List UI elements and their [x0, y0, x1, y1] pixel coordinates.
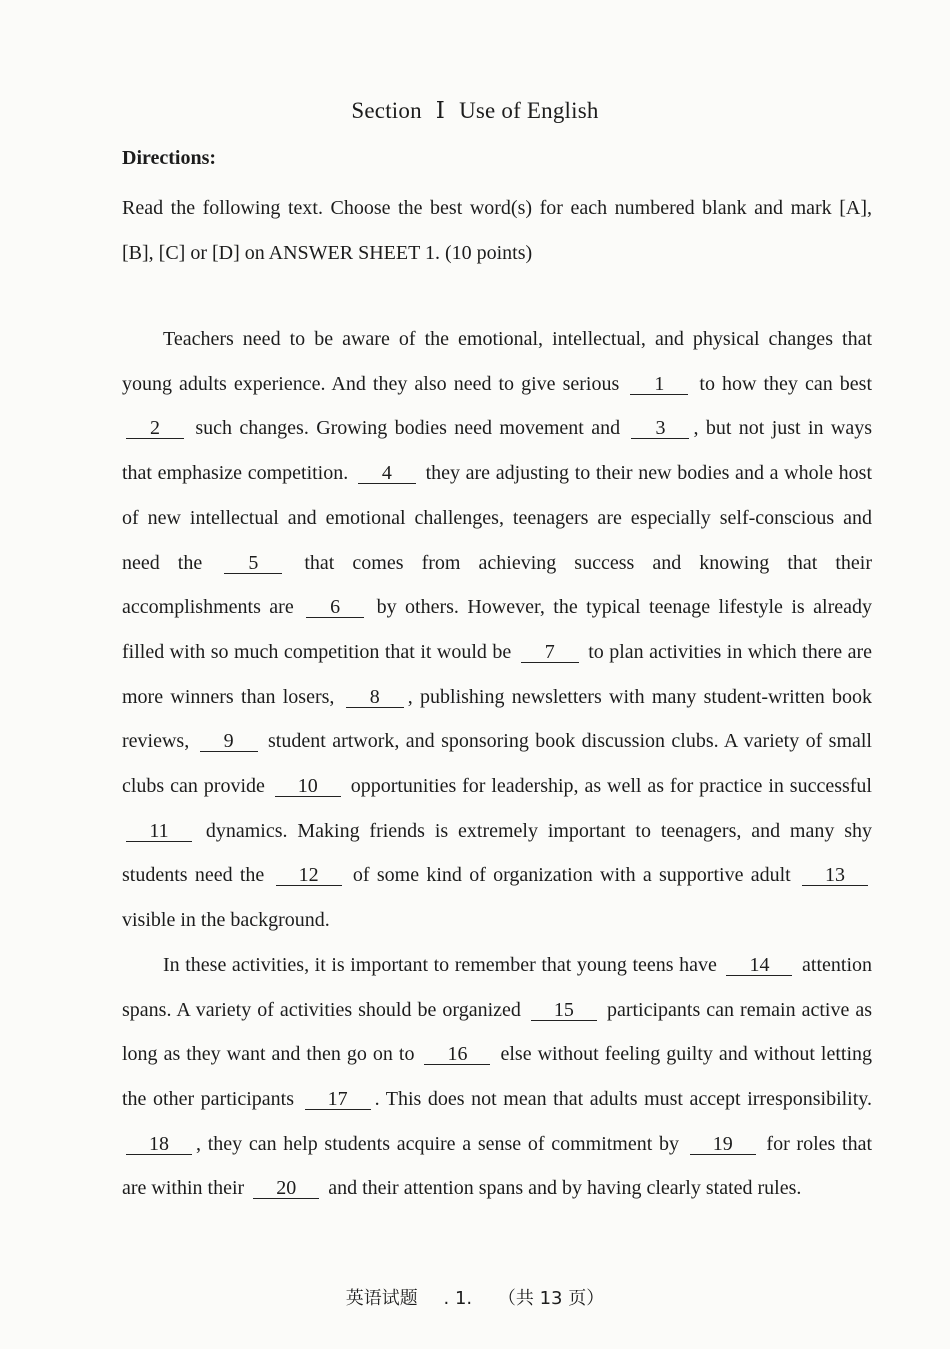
passage-text: else without feeling guilty and without letting the other participants: [122, 1043, 873, 1110]
blank-20[interactable]: 20: [253, 1179, 319, 1199]
directions-text: Read the following text. Choose the best word(s) for each numbered blank and mark [A], [B], [C] or [D] on ANSWER SHEET 1. (10 points): [122, 197, 872, 264]
blank-16[interactable]: 16: [424, 1045, 490, 1065]
blank-6[interactable]: 6: [306, 598, 364, 618]
blank-15[interactable]: 15: [531, 1001, 597, 1021]
passage-paragraph-2: [122, 943, 872, 1211]
section-numeral: Ⅰ: [435, 98, 446, 123]
footer-subject: 英语试题: [345, 1288, 418, 1309]
passage-text: In these activities, it is important to remember that young teens have: [163, 953, 717, 976]
passage-text: such changes. Growing bodies need movement and: [195, 417, 621, 440]
passage-text: to plan activities in which there are more winners than losers,: [122, 640, 872, 708]
passage-text: student artwork, and sponsoring book discussion clubs. A variety of small clubs can provide: [122, 730, 872, 798]
passage-text: Teachers need to be aware of the emotional, intellectual, and physical changes that young adults experience. And they also need to give serious: [122, 328, 872, 395]
passage-text: dynamics. Making friends is extremely important to teenagers, and many shy students need the: [122, 819, 872, 887]
passage-text: that comes from achieving success and knowing that their accomplishments are: [122, 551, 873, 619]
passage-text: by others. However, the typical teenage lifestyle is already filled with so much competition that it would be: [122, 596, 872, 663]
cloze-passage: [122, 317, 872, 1211]
blank-19[interactable]: 19: [690, 1135, 756, 1155]
passage-text: of some kind of organization with a supportive adult: [352, 864, 791, 887]
passage-text: , but not just in ways that emphasize competition.: [122, 417, 872, 485]
passage-text: opportunities for leadership, as well as for practice in successful: [350, 775, 872, 798]
footer-total-pages: （共 13 页）: [497, 1288, 605, 1309]
blank-11[interactable]: 11: [126, 822, 192, 842]
passage-text: for roles that are within their: [122, 1132, 872, 1200]
section-word: Section: [351, 98, 422, 123]
blank-2[interactable]: 2: [126, 419, 184, 439]
blank-1[interactable]: 1: [630, 375, 688, 395]
passage-text: and their attention spans and by having clearly stated rules.: [328, 1177, 802, 1200]
footer-page-number: . 1.: [443, 1288, 473, 1309]
passage-text: , they can help students acquire a sense of commitment by: [196, 1132, 679, 1155]
blank-4[interactable]: 4: [358, 464, 416, 484]
passage-text: they are adjusting to their new bodies and a whole host of new intellectual and emotional challenges, teenagers are especially self-conscious and need the: [122, 462, 872, 574]
passage-text: , publishing newsletters with many student-written book reviews,: [122, 685, 873, 753]
passage-text: visible in the background.: [122, 909, 330, 932]
section-title: [0, 98, 950, 124]
passage-text: attention spans. A variety of activities should be organized: [122, 953, 873, 1021]
blank-18[interactable]: 18: [126, 1135, 192, 1155]
page-footer: [0, 1284, 950, 1310]
blank-12[interactable]: 12: [276, 866, 342, 886]
blank-3[interactable]: 3: [631, 419, 689, 439]
blank-9[interactable]: 9: [200, 732, 258, 752]
blank-5[interactable]: 5: [224, 554, 282, 574]
passage-text: . This does not mean that adults must accept irresponsibility.: [374, 1087, 872, 1110]
passage-text: to how they can best: [699, 372, 873, 395]
blank-14[interactable]: 14: [726, 956, 792, 976]
blank-8[interactable]: 8: [346, 688, 404, 708]
directions-label: Directions:: [122, 147, 217, 169]
passage-text: participants can remain active as long as they want and then go on to: [122, 998, 873, 1066]
passage-paragraph-1: [122, 317, 872, 943]
blank-13[interactable]: 13: [802, 866, 868, 886]
blank-10[interactable]: 10: [275, 777, 341, 797]
blank-17[interactable]: 17: [305, 1090, 371, 1110]
blank-7[interactable]: 7: [521, 643, 579, 663]
section-subject: Use of English: [459, 98, 599, 123]
